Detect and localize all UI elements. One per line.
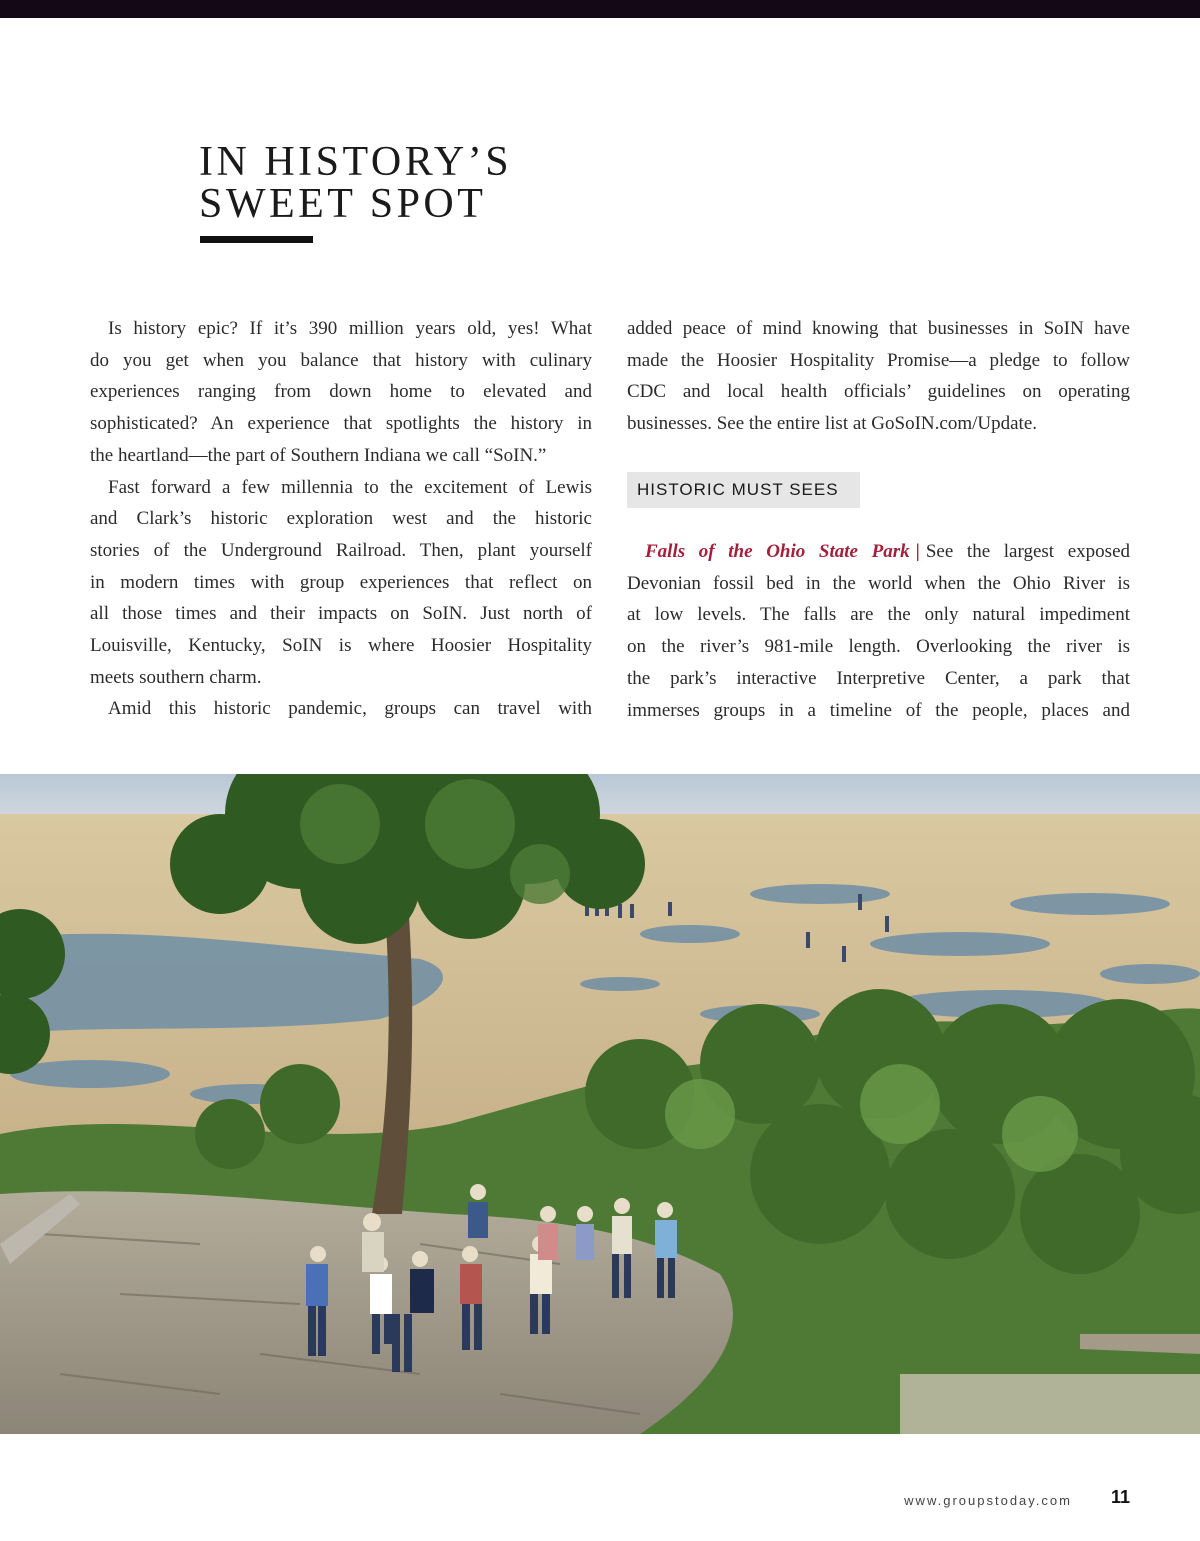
footer-url[interactable]: www.groupstoday.com <box>904 1493 1072 1508</box>
left-column-line: stories of the Underground Railroad. Then, plant yourself <box>90 539 592 561</box>
attraction-line: Devonian fossil bed in the world when the Ohio River is <box>627 572 1130 594</box>
title-line-2: SWEET SPOT <box>199 181 487 227</box>
separator: | <box>915 541 920 562</box>
left-column-line: meets southern charm. <box>90 666 262 688</box>
left-column-line: in modern times with group experiences that reflect on <box>90 571 592 593</box>
right-column-line: CDC and local health officials’ guidelines on operating <box>627 381 1130 403</box>
left-column-line: experiences ranging from down home to elevated and <box>90 381 592 403</box>
attraction-line: immerses groups in a timeline of the people, places and <box>627 699 1130 721</box>
park-photo <box>0 774 1200 1434</box>
right-column-line: made the Hoosier Hospitality Promise—a pledge to follow <box>627 349 1130 371</box>
attraction-first-line <box>627 536 1130 568</box>
page-title <box>199 141 512 225</box>
left-column-line: all those times and their impacts on SoIN. Just north of <box>90 603 592 625</box>
left-column-line: and Clark’s historic exploration west and the historic <box>90 508 592 530</box>
attraction-line: at low levels. The falls are the only natural impediment <box>627 604 1130 626</box>
attraction-line: the park’s interactive Interpretive Center, a park that <box>627 667 1130 689</box>
left-column-line: Louisville, Kentucky, SoIN is where Hoosier Hospitality <box>90 635 592 657</box>
title-underline <box>200 236 313 243</box>
top-bar <box>0 0 1200 18</box>
section-label: HISTORIC MUST SEES <box>627 472 860 508</box>
attraction-line: on the river’s 981-mile length. Overlooking the river is <box>627 636 1130 658</box>
photo-illustration <box>0 774 1200 1434</box>
left-column-line: Fast forward a few millennia to the excitement of Lewis <box>108 476 592 498</box>
left-column-line: the heartland—the part of Southern Indiana we call “SoIN.” <box>90 444 547 466</box>
left-column-line: Amid this historic pandemic, groups can travel with <box>108 698 592 720</box>
attraction-name: Falls of the Ohio State Park <box>645 541 910 562</box>
left-column-line: Is history epic? If it’s 390 million years old, yes! What <box>108 318 592 339</box>
attraction-text <box>627 536 1130 726</box>
attraction-first-line-rest: See the largest exposed <box>925 541 1130 562</box>
right-column <box>627 313 1130 440</box>
right-column-line: businesses. See the entire list at GoSoIN.com/Update. <box>627 413 1038 435</box>
right-column-line: added peace of mind knowing that businesses in SoIN have <box>627 318 1130 339</box>
left-column-line: sophisticated? An experience that spotlights the history in <box>90 413 592 435</box>
page-number: 11 <box>1110 1487 1130 1507</box>
title-line-1: IN HISTORY’S <box>199 139 513 185</box>
left-column <box>90 313 592 725</box>
left-column-line: do you get when you balance that history with culinary <box>90 349 592 371</box>
